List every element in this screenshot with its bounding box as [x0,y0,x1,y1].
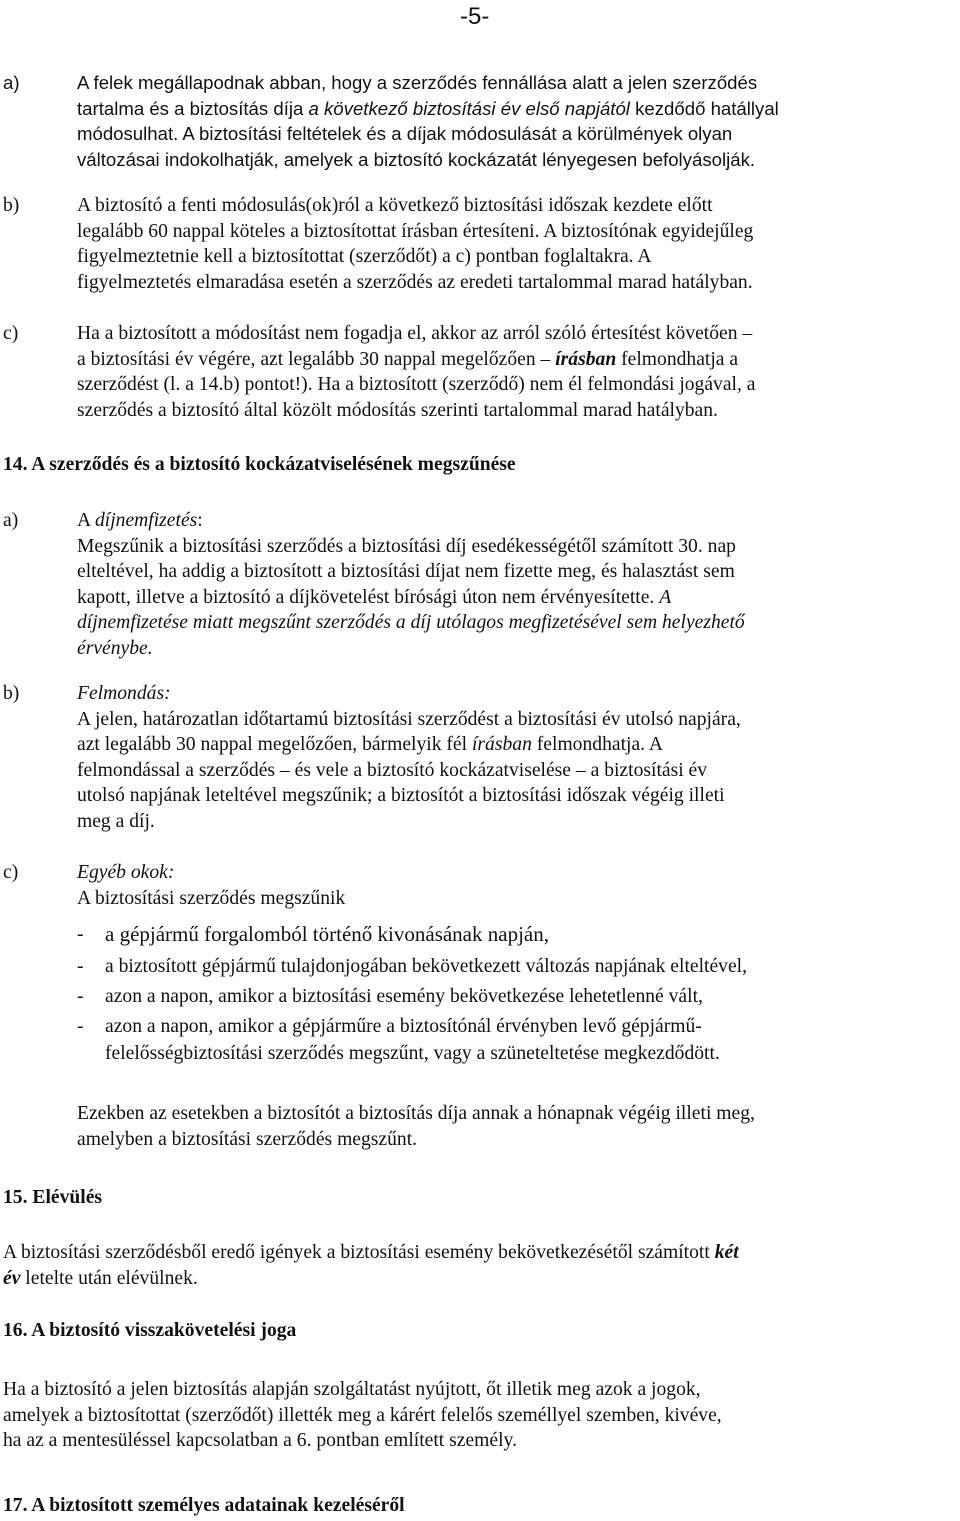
text-line: A biztosító a fenti módosulás(ok)ról a következő biztosítási időszak kezdete előtt [77,195,713,216]
text-line: Ezekben az esetekben a biztosítót a biztosítás díja annak a hónapnak végéig illeti meg, [77,1103,755,1124]
list-dash: - [77,1016,84,1037]
item-marker-b: b) [3,195,20,216]
list-item [77,1014,956,1066]
text-line: figyelmeztetés elmaradása esetén a szerződés az eredeti tartalommal marad hatályban. [77,271,753,293]
text-line: amelyek a biztosítottat (szerződőt) illették meg a kárért felelős személlyel szemben, kivéve, [3,1404,722,1426]
text-line: Megszűnik a biztosítási szerződés a biztosítási díj esedékességétől számított 30. nap [77,535,736,557]
list-dash: - [77,986,84,1007]
section-heading-16: 16. A biztosító visszakövetelési joga [3,1320,297,1341]
text-line: Ha a biztosított a módosítást nem fogadja el, akkor az arról szóló értesítést követően – [77,323,753,344]
text-line: módosulhat. A biztosítási feltételek és a díjak módosulását a körülmények olyan [77,123,733,144]
text-line: figyelmeztetnie kell a biztosítottat (szerződőt) a c) pontban foglaltakra. A [77,246,652,267]
text-line: Ha a biztosító a jelen biztosítás alapján szolgáltatást nyújtott, őt illetik meg azok a jogok, [3,1379,701,1400]
item-marker-c: c) [3,862,19,883]
section-heading-17: 17. A biztosított személyes adatainak kezeléséről [3,1495,405,1516]
text-line: szerződés a biztosító által közölt módosítás szerinti tartalommal marad hatályban. [77,399,718,421]
list-item-text: a biztosított gépjármű tulajdonjogában bekövetkezett változás napjának elteltével, [105,956,748,977]
emphasis-text: a következő biztosítási év első napjától [308,97,630,119]
text-line: A biztosítási szerződés megszűnik [77,887,346,909]
text-line: azt legalább 30 nappal megelőzően, bármelyik fél írásban felmondhatja. A [77,734,664,755]
emphasis-text: írásban [555,348,617,370]
text-line: ha az a mentesüléssel kapcsolatban a 6. pontban említett személy. [3,1430,517,1451]
list-dash: - [77,956,84,977]
item-marker-a: a) [3,510,19,531]
paragraph-14a [77,508,956,661]
paragraph-14b [77,681,956,834]
item-marker-a: a) [3,72,20,93]
item-title: Egyéb okok: [77,862,175,883]
page-number: -5- [460,3,490,30]
paragraph-14c-closing [77,1101,956,1152]
text-line: A felek megállapodnak abban, hogy a szerződés fennállása alatt a jelen szerződés [77,72,758,93]
text-line: év letelte után elévülnek. [3,1267,198,1289]
paragraph-14c [77,860,956,911]
text-line: A biztosítási szerződésből eredő igények a biztosítási esemény bekövetkezésétől számított két [3,1242,739,1263]
text-line: legalább 60 nappal köteles a biztosítottat írásban értesíteni. A biztosítónak egyidejűleg [77,220,754,242]
text-line: amelyben a biztosítási szerződés megszűnt. [77,1128,418,1150]
item-title: A díjnemfizetés: [77,510,203,531]
text-line: a biztosítási év végére, azt legalább 30 nappal megelőzően – írásban felmondhatja a [77,348,739,370]
item-title: Felmondás: [77,683,171,704]
item-marker-b: b) [3,683,20,704]
paragraph-16 [3,1377,956,1454]
paragraph-13c [77,321,956,423]
text-line: díjnemfizetése miatt megszűnt szerződés a díj utólagos megfizetésével sem helyezhető [77,612,745,633]
item-marker-c: c) [3,323,19,344]
list-item [77,922,956,950]
text-line: változásai indokolhatják, amelyek a biztosító kockázatát lényegesen befolyásolják. [77,148,756,170]
text-line: érvénybe. [77,637,153,659]
paragraph-13a [77,70,956,172]
list-item-text-continued: felelősségbiztosítási szerződés megszűnt, vagy a szüneteltetése megkezdődött. [105,1043,720,1064]
text-line: meg a díj. [77,810,155,832]
list-item-text: azon a napon, amikor a biztosítási esemény bekövetkezése lehetetlenné vált, [105,986,703,1007]
section-heading-14: 14. A szerződés és a biztosító kockázatviselésének megszűnése [3,454,516,475]
list-item-text: a gépjármű forgalomból történő kivonásának napján, [105,922,549,946]
text-line: A jelen, határozatlan időtartamú biztosítási szerződést a biztosítási év utolsó napjára, [77,708,741,730]
paragraph-15 [3,1240,956,1291]
text-line: utolsó napjának leteltével megszűnik; a biztosítót a biztosítási időszak végéig illeti [77,785,725,806]
section-heading-15: 15. Elévülés [3,1187,103,1208]
list-item [77,954,956,980]
text-line: felmondással a szerződés – és vele a biztosító kockázatviselése – a biztosítási év [77,759,708,781]
list-item [77,984,956,1010]
text-line: szerződést (l. a 14.b) pontot!). Ha a biztosított (szerződő) nem él felmondási jogával, a [77,374,756,395]
text-line: tartalma és a biztosítás díja a következő biztosítási év első napjától kezdődő hatállyal [77,97,779,119]
text-line: kapott, illetve a biztosító a díjkövetelést bírósági úton nem érvényesítette. A [77,586,672,608]
paragraph-13b [77,193,956,295]
text-line: elteltével, ha addig a biztosított a biztosítási díjat nem fizette meg, és halasztást sem [77,561,735,582]
list-dash: - [77,924,84,945]
list-item-text: azon a napon, amikor a gépjárműre a biztosítónál érvényben levő gépjármű- [105,1016,702,1037]
